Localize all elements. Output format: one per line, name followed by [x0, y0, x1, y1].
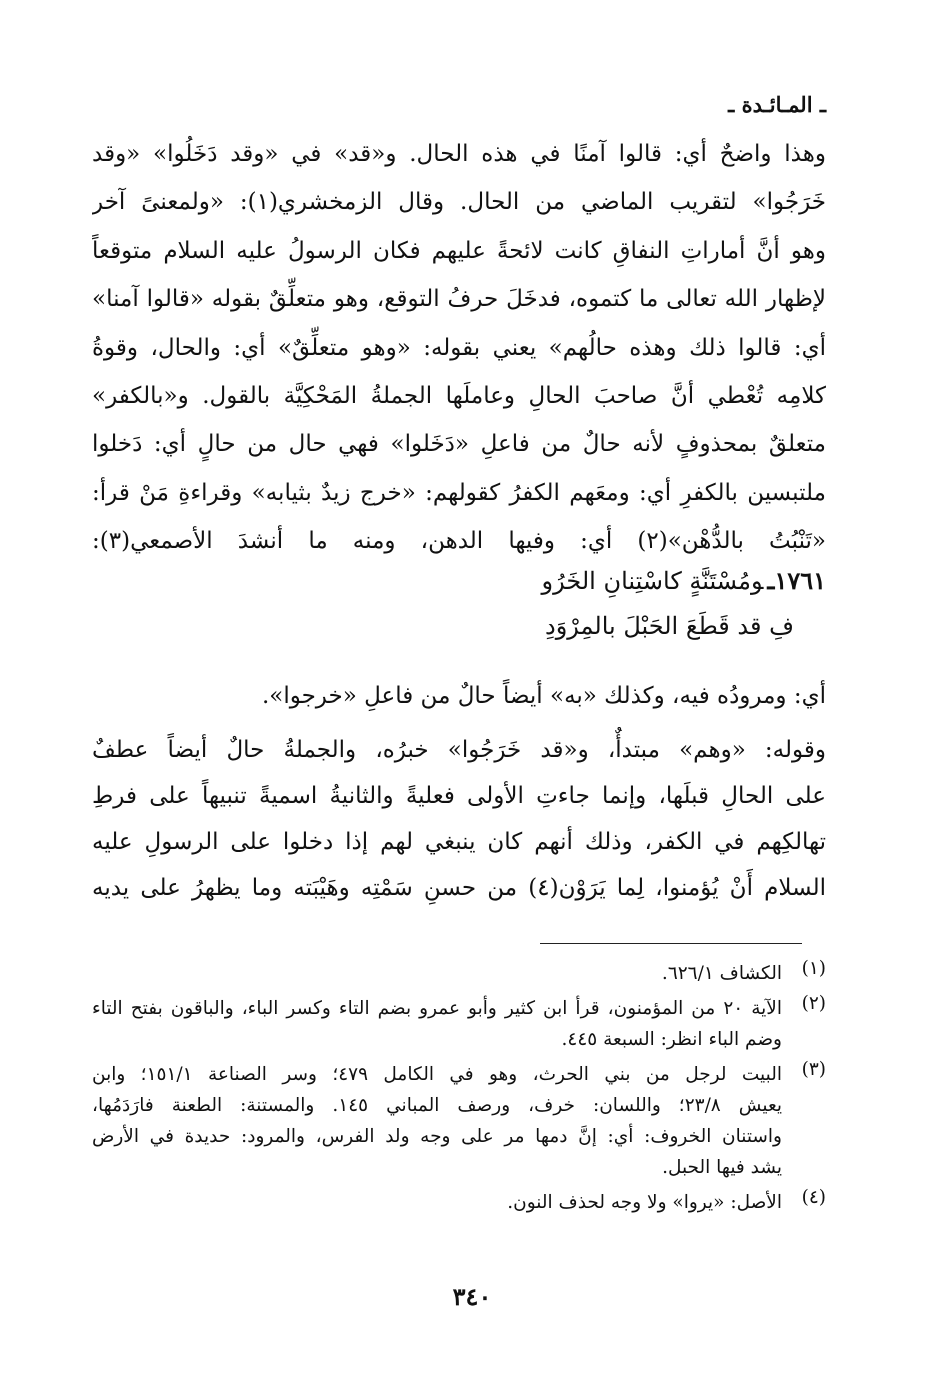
- page-number: ٣٤٠: [452, 1282, 492, 1311]
- text-line: لإظهار الله تعالى ما كتموه، فدخَلَ حرفُ التوقع، وهو متعلِّقٌ بقوله «قالوا آمنا»: [92, 286, 826, 313]
- footnotes: [92, 958, 826, 1222]
- text-line: «تَنْبُتُ بالدُّهْن»(٢) أي: وفيها الدهن، ومنه ما أنشدَ الأصمعي(٣):: [92, 528, 826, 555]
- footnote-divider: [540, 943, 802, 944]
- footnote-line: يعيش ٢٣/٨؛ واللسان: خرف، ورصف المباني ١٤٥. والمستنة: الطعنة فارَدَمُها،: [92, 1095, 782, 1116]
- text-line: كلامِه تُعْطي أنَّ صاحبَ الحالِ وعاملَها الجملةُ المَحْكِيَّة بالقول. و«بالكفر»: [92, 382, 826, 409]
- text-line: ملتبسين بالكفرِ أي: ومعَهم الكفرُ كقولهم: «خرج زيدٌ بثيابه» وقراءةِ مَنْ قرأ:: [92, 479, 826, 506]
- footnote-number: (١): [801, 958, 826, 979]
- footnote-line: وضم الباء انظر: السبعة ٤٤٥.: [561, 1029, 782, 1050]
- running-header: ـ المـائـدة ـ: [728, 92, 826, 117]
- text-line: تهالكِهم في الكفر، وذلك أنهم كان ينبغي لهم إذا دخلوا على الرسولِ عليه: [92, 829, 826, 855]
- verse-explanation: [92, 672, 826, 720]
- footnote-line: يشد فيها الحبل.: [662, 1157, 782, 1178]
- verse-text: ومُسْتَنَّةٍ كاسْتِنانِ الخَرُو: [541, 567, 764, 595]
- footnote-line: الآية ٢٠ من المؤمنون، قرأ ابن كثير وأبو عمرو بضم التاء وكسر الباء، والباقون بفتح التاء: [92, 998, 782, 1019]
- footnote: [92, 1059, 826, 1183]
- footnote: [92, 993, 826, 1055]
- text-line: وقوله: «وهم» مبتدأٌ، و«قد خَرَجُوا» خبرُه، والجملةُ حالٌ أيضاً عطفٌ: [92, 737, 826, 763]
- text-line: وهذا واضحٌ أي: قالوا آمنًا في هذه الحال. و«قد» في «وقد دَخَلُوا» «وقد: [92, 141, 826, 167]
- verse-first-hemistich: [92, 566, 826, 595]
- footnote-line: الأصل: «يروا» ولا وجه لحذف النون.: [507, 1192, 782, 1213]
- footnote-line: الكشاف ٦٢٦/١.: [661, 963, 782, 984]
- main-paragraph: [92, 130, 826, 566]
- text-line: على الحالِ قبلَها، وإنما جاءتِ الأولى فعليةً والثانيةُ اسميةً تنبيهاً على فرطِ: [92, 783, 826, 809]
- text-line: أي: ومرودُه فيه، وكذلك «به» أيضاً حالٌ من فاعلِ «خرجوا».: [261, 683, 826, 709]
- text-line: أي: قالوا ذلك وهذه حالُهم» يعني بقوله: «وهو متعلِّقٌ» أي: والحال، وقوةُ: [92, 334, 826, 361]
- footnote-number: (٤): [801, 1187, 826, 1208]
- text-line: وهو أنَّ أماراتِ النفاقِ كانت لائحةً عليهم فكان الرسولُ عليه السلام متوقعاً: [92, 237, 826, 264]
- footnote: [92, 958, 826, 989]
- footnote-line: واستنان الخروف: أي: إنَّ دمها مر على وجه ولد الفرس، والمرود: حديدة في الأرض: [92, 1126, 782, 1147]
- text-line: متعلقٌ بمحذوفٍ لأنه حالٌ من فاعلِ «دَخَلوا» فهي حال من حالٍ أي: دَخلوا: [92, 431, 826, 458]
- second-paragraph: [92, 727, 826, 911]
- footnote-line: البيت لرجل من بني الحرث، وهو في الكامل ٤٧٩؛ وسر الصناعة ١٥١/١؛ وابن: [92, 1064, 782, 1085]
- verse-number: ١٧٦١ـ: [767, 566, 826, 595]
- text-line: خَرَجُوا» لتقريب الماضي من الحال. وقال الزمخشري(١): «ولمعنىً آخر: [92, 189, 826, 216]
- footnote-number: (٢): [801, 993, 826, 1014]
- text-line: السلام أَنْ يُؤمنوا، لِما يَرَوْن(٤) من حسنِ سَمْتِه وهَيْبَته وما يظهرُ على يديه: [92, 875, 826, 901]
- footnote: [92, 1187, 826, 1218]
- footnote-number: (٣): [801, 1059, 826, 1080]
- verse-second-hemistich: فِ قد قَطَعَ الحَبْلَ بالمِرْوَدِ: [545, 612, 794, 640]
